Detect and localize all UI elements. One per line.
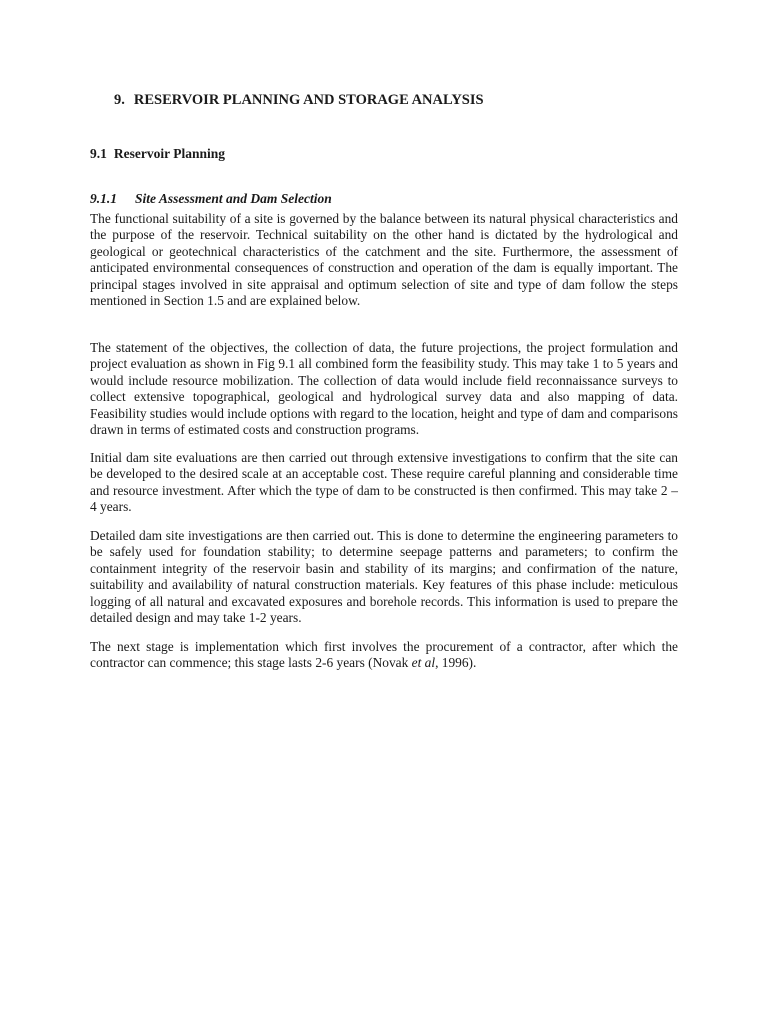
chapter-title: RESERVOIR PLANNING AND STORAGE ANALYSIS [133, 92, 484, 108]
paragraph-site-suitability: The functional suitability of a site is governed by the balance between its natural physical characteristics and the purpose of the reservoir. Technical suitability on the other hand is dictated by the hydrological and geological or geotechnical characteristics of the catchment and the site. Furthermore, the assessment of anticipated environmental consequences of construction and operation of the dam is equally important. The principal stages involved in site appraisal and optimum selection of site and type of dam follow the steps mentioned in Section 1.5 and are explained below. [90, 211, 678, 309]
chapter-heading [114, 92, 484, 109]
citation-year: , 1996). [435, 655, 477, 671]
subsection-number: 9.1.1 [90, 191, 117, 206]
subsection-title: Site Assessment and Dam Selection [135, 191, 332, 206]
paragraph-implementation [90, 639, 678, 672]
section-heading [90, 146, 225, 162]
subsection-heading [90, 191, 332, 207]
section-number: 9.1 [90, 146, 107, 161]
citation-et-al: et al [411, 655, 436, 671]
implementation-text: The next stage is implementation which first involves the procurement of a contractor, after which the contractor can commence; this stage lasts 2-6 years (Novak [90, 639, 678, 671]
paragraph-detailed-investigation: Detailed dam site investigations are then carried out. This is done to determine the engineering parameters to be safely used for foundation stability; to determine seepage patterns and parameters; to confirm the containment integrity of the reservoir basin and stability of its margins; and confirmation of the nature, suitability and availability of natural construction materials. Key features of this phase include: meticulous logging of all natural and excavated exposures and borehole records. This information is used to prepare the detailed design and may take 1-2 years. [90, 528, 678, 626]
section-title: Reservoir Planning [113, 146, 225, 161]
paragraph-feasibility-study: The statement of the objectives, the collection of data, the future projections, the project formulation and project evaluation as shown in Fig 9.1 all combined form the feasibility study. This may take 1 to 5 years and would include resource mobilization. The collection of data would include field reconnaissance surveys to collect extensive topographical, geological and hydrological survey data and also mapping of data. Feasibility studies would include options with regard to the location, height and type of dam and comparisons drawn in terms of estimated costs and construction programs. [90, 340, 678, 438]
chapter-number: 9. [114, 92, 125, 108]
paragraph-initial-evaluation: Initial dam site evaluations are then carried out through extensive investigations to confirm that the site can be developed to the desired scale at an acceptable cost. These require careful planning and considerable time and resource investment. After which the type of dam to be constructed is then confirmed. This may take 2 – 4 years. [90, 450, 678, 515]
